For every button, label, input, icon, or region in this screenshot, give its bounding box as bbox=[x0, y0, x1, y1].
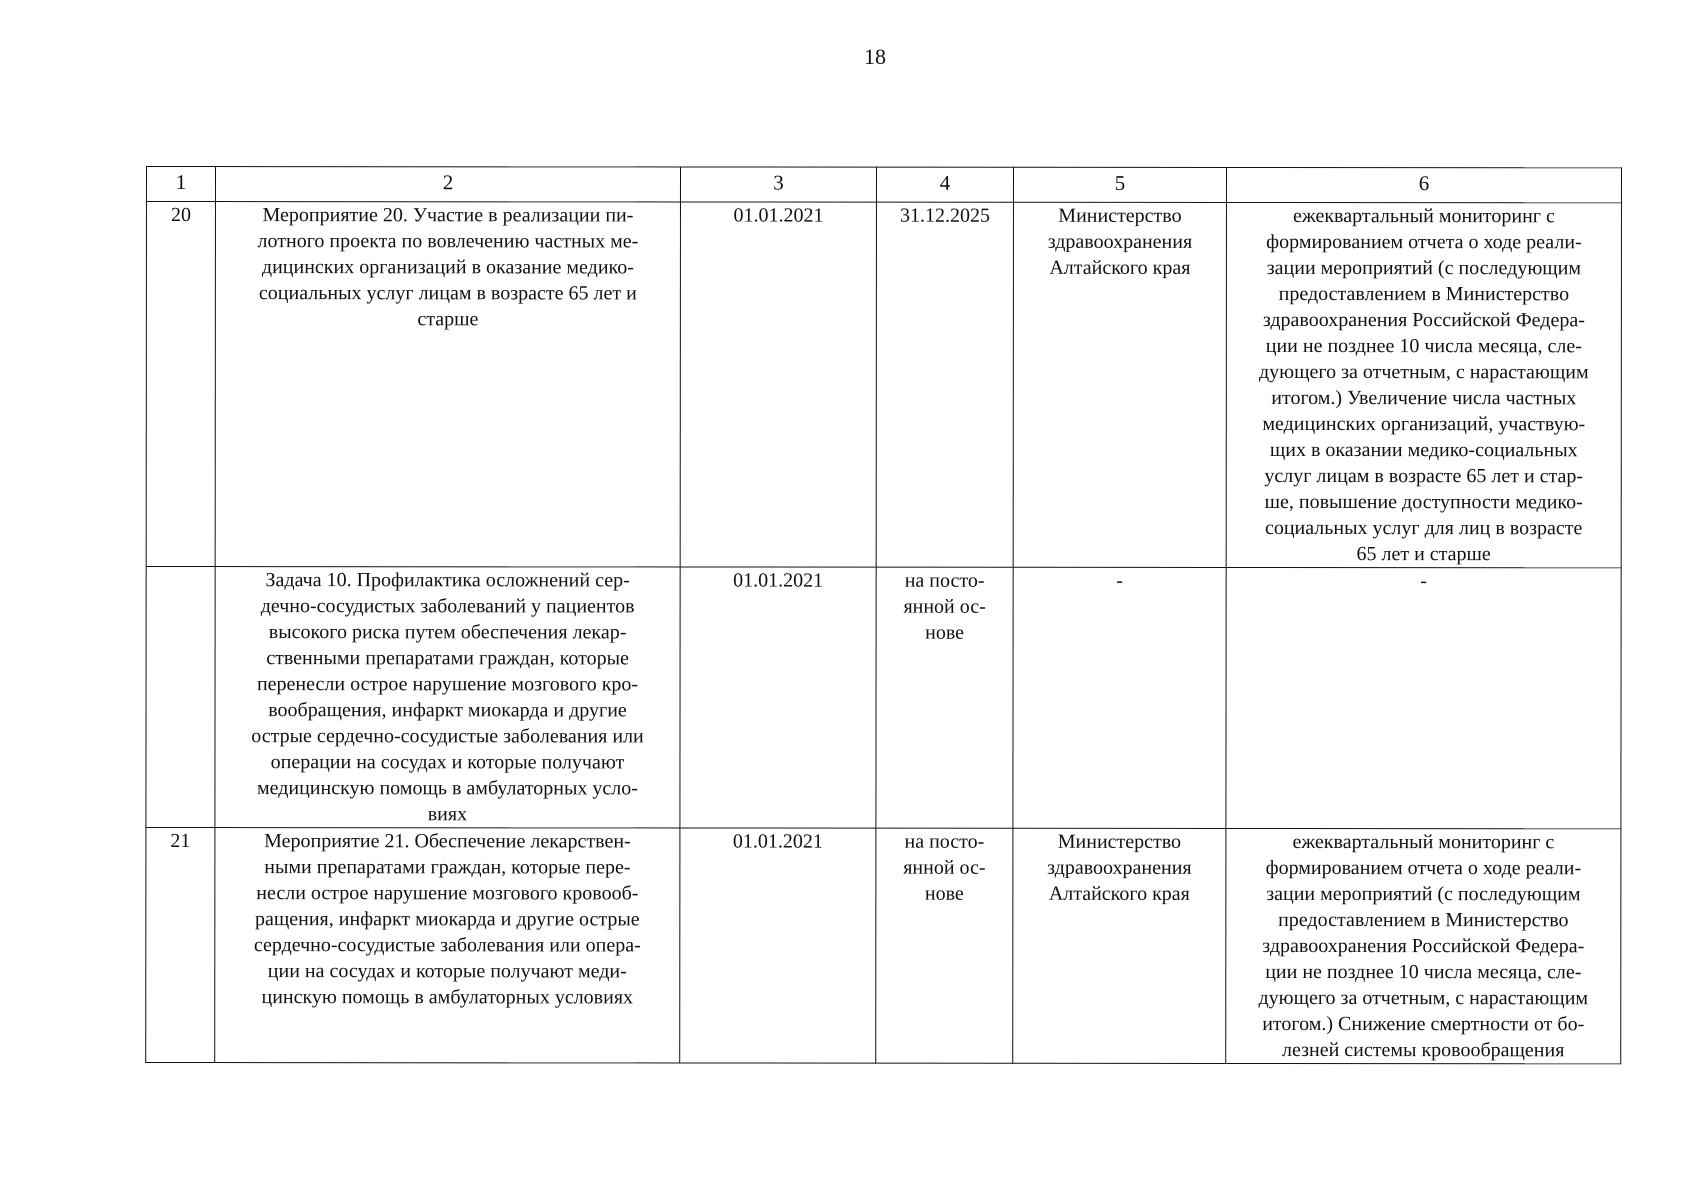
description-text: Мероприятие 20. Участие в реализации пи- лотного проекта по вовлечению частных ме- дицинских организаций в оказание медико- социальных услуг лицам в возрасте 65 лет и старше bbox=[257, 204, 639, 331]
result-text: ежеквартальный мониторинг с формированием отчета о ходе реали- зации мероприятий (с последующим предоставлением в Министерство здравоохранения Российской Федера- ции не позднее 10 числа месяца, сле- дующего за отчетным, с нарастающим итогом.) Снижение смертности от бо- лезней системы кровообращения bbox=[1258, 831, 1589, 1062]
end-date: на посто- янной ос- нове bbox=[903, 569, 986, 644]
description-text: Мероприятие 21. Обеспечение лекарствен- ными препаратами граждан, которые пере- несли острое нарушение мозгового кровооб- ращения, инфаркт миокарда и другие острые сердечно-сосудистые заболевания или опера- ции на сосудах и которые получают меди- цинскую помощь в амбулаторных условиях bbox=[253, 830, 641, 1009]
start-date: 01.01.2021 bbox=[733, 204, 824, 227]
end-date-cell bbox=[876, 828, 1013, 1063]
description-text: Задача 10. Профилактика осложнений сер- дечно-сосудистых заболеваний у пациентов высокого риска путем обеспечения лекар- ственными препаратами граждан, которые перенесли острое нарушение мозгового кро- вообращения, инфаркт миокарда и другие острые сердечно-сосудистые заболевания или операции на сосудах и которые получают медицинскую помощь в амбулаторных усло- виях bbox=[251, 569, 644, 826]
row-number-cell bbox=[146, 202, 215, 567]
table-header-row bbox=[146, 167, 1621, 203]
measures-table bbox=[145, 166, 1622, 1064]
responsible-text: Министерство здравоохранения Алтайского края bbox=[1047, 830, 1192, 905]
result-text: ежеквартальный мониторинг с формированием отчета о ходе реали- зации мероприятий (с последующим предоставлением в Министерство здравоохранения Российской Федера- ции не позднее 10 числа месяца, сле- дующего за отчетным, с нарастающим итогом.) Увеличение числа частных медицинских организаций, участвую- щих в оказании медико-социальных услуг лицам в возрасте 65 лет и стар- ше, повышение доступности медико- социальных услуг для лиц в возрасте 65 лет и старше bbox=[1258, 205, 1589, 566]
result-cell bbox=[1226, 828, 1621, 1063]
start-date-cell bbox=[680, 828, 876, 1063]
row-number-cell bbox=[146, 567, 215, 828]
start-date-cell bbox=[680, 567, 876, 828]
result-cell bbox=[1226, 567, 1621, 828]
responsible-text: - bbox=[1116, 569, 1123, 592]
header-cell-4: 4 bbox=[876, 167, 1013, 202]
responsible-cell bbox=[1013, 828, 1226, 1063]
end-date: 31.12.2025 bbox=[899, 204, 990, 227]
table-row bbox=[146, 202, 1621, 568]
end-date: на посто- янной ос- нове bbox=[903, 830, 986, 905]
description-cell bbox=[215, 202, 680, 567]
result-cell bbox=[1226, 202, 1621, 567]
description-cell bbox=[215, 567, 680, 828]
header-cell-6: 6 bbox=[1226, 167, 1621, 202]
start-date-cell bbox=[680, 202, 876, 567]
header-cell-2: 2 bbox=[215, 167, 680, 202]
description-cell bbox=[215, 828, 680, 1063]
result-text: - bbox=[1420, 570, 1427, 593]
end-date-cell bbox=[876, 202, 1013, 567]
header-cell-3: 3 bbox=[680, 167, 876, 202]
measures-table-container bbox=[145, 166, 1622, 1064]
end-date-cell bbox=[876, 567, 1013, 828]
table-row bbox=[146, 567, 1621, 829]
start-date: 01.01.2021 bbox=[732, 830, 823, 853]
page-number: 18 bbox=[864, 44, 886, 69]
responsible-cell bbox=[1013, 567, 1226, 828]
responsible-text: Министерство здравоохранения Алтайского края bbox=[1047, 204, 1193, 279]
header-cell-5: 5 bbox=[1013, 167, 1226, 202]
row-number: 21 bbox=[170, 830, 191, 853]
table-row bbox=[146, 828, 1621, 1064]
header-cell-1: 1 bbox=[146, 167, 215, 202]
start-date: 01.01.2021 bbox=[733, 569, 824, 592]
row-number: 20 bbox=[170, 204, 191, 227]
responsible-cell bbox=[1013, 202, 1226, 567]
row-number-cell bbox=[146, 828, 215, 1063]
